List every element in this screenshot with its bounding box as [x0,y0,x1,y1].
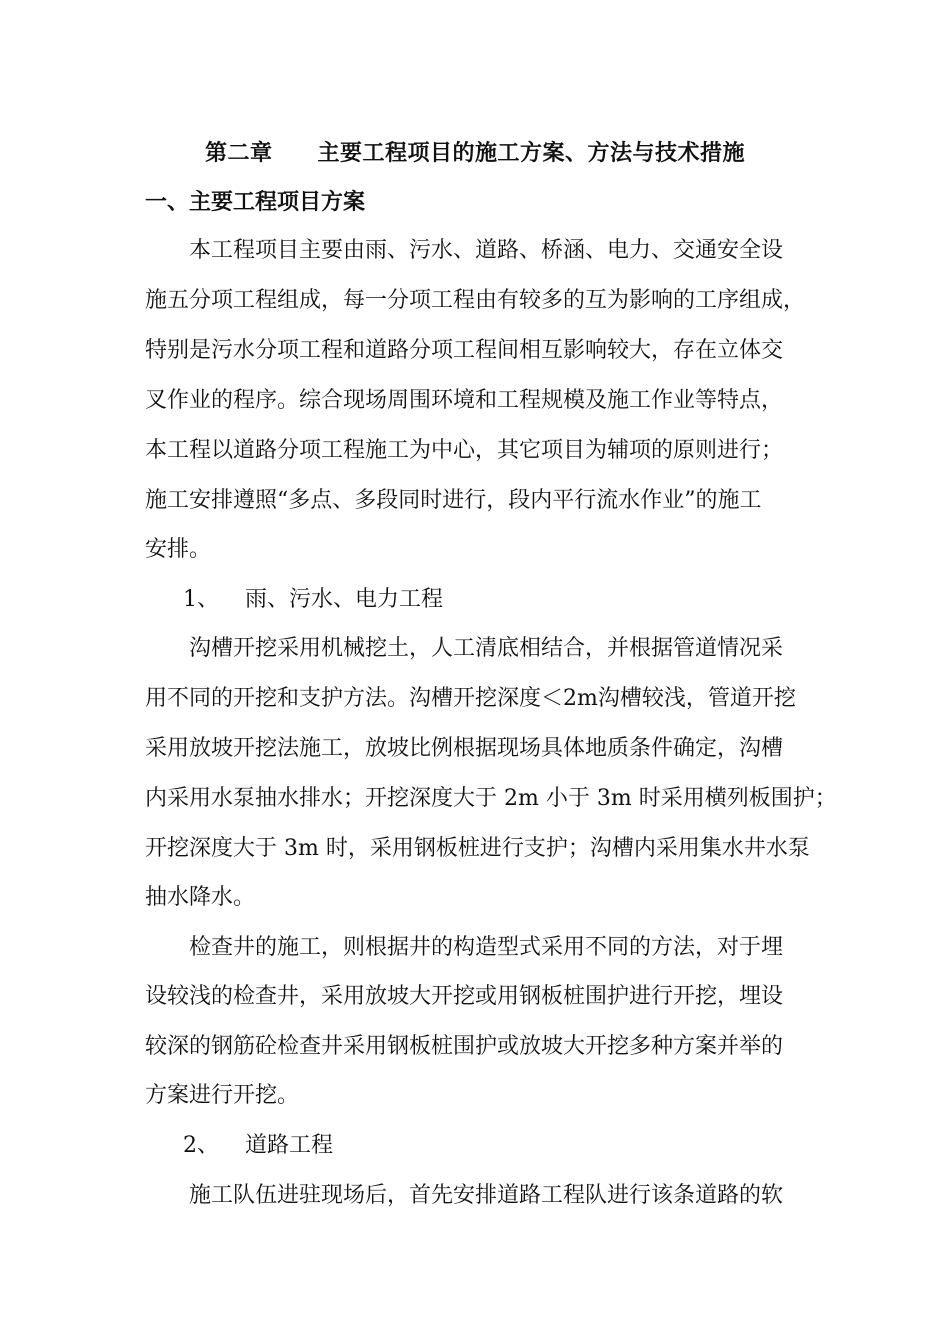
paragraph-line: 施五分项工程组成，每一分项工程由有较多的互为影响的工序组成， [145,288,806,313]
paragraph-line: 沟槽开挖采用机械挖土，人工清底相结合，并根据管道情况采 [189,636,784,661]
paragraph-line: 抽水降水。 [145,885,256,910]
item-number: 2、 [183,1133,219,1158]
paragraph-line: 特别是污水分项工程和道路分项工程间相互影响较大，存在立体交 [145,338,784,363]
paragraph-line: 施工队伍进驻现场后，首先安排道路工程队进行该条道路的软 [189,1183,784,1208]
paragraph-line: 本工程以道路分项工程施工为中心，其它项目为辅项的原则进行； [145,438,784,463]
paragraph-line: 较深的钢筋砼检查井采用钢板桩围护或放坡大开挖多种方案并举的 [145,1034,784,1059]
paragraph-line: 检查井的施工，则根据井的构造型式采用不同的方法，对于埋 [189,935,784,960]
section-title: 一、主要工程项目方案 [145,189,366,215]
item-number: 1、 [183,587,219,612]
paragraph-line: 设较浅的检查井，采用放坡大开挖或用钢板桩围护进行开挖，埋设 [145,984,784,1009]
paragraph-line: 本工程项目主要由雨、污水、道路、桥涵、电力、交通安全设 [189,238,784,263]
paragraph-line: 安排。 [145,537,212,562]
paragraph-line: 施工安排遵照“多点、多段同时进行，段内平行流水作业”的施工 [145,488,762,513]
paragraph-line: 内采用水泵抽水排水；开挖深度大于 2m 小于 3m 时采用横列板围护； [145,786,837,811]
paragraph-line: 叉作业的程序。综合现场周围环境和工程规模及施工作业等特点， [145,388,784,413]
paragraph-line: 采用放坡开挖法施工，放坡比例根据现场具体地质条件确定，沟槽 [145,736,784,761]
paragraph-line: 开挖深度大于 3m 时，采用钢板桩进行支护；沟槽内采用集水井水泵 [145,836,810,861]
paragraph-line: 方案进行开挖。 [145,1083,300,1108]
chapter-title: 第二章 主要工程项目的施工方案、方法与技术措施 [204,140,745,166]
item-heading: 道路工程 [245,1133,334,1158]
paragraph-line: 用不同的开挖和支护方法。沟槽开挖深度＜2m沟槽较浅，管道开挖 [145,686,796,711]
item-heading: 雨、污水、电力工程 [245,587,444,612]
